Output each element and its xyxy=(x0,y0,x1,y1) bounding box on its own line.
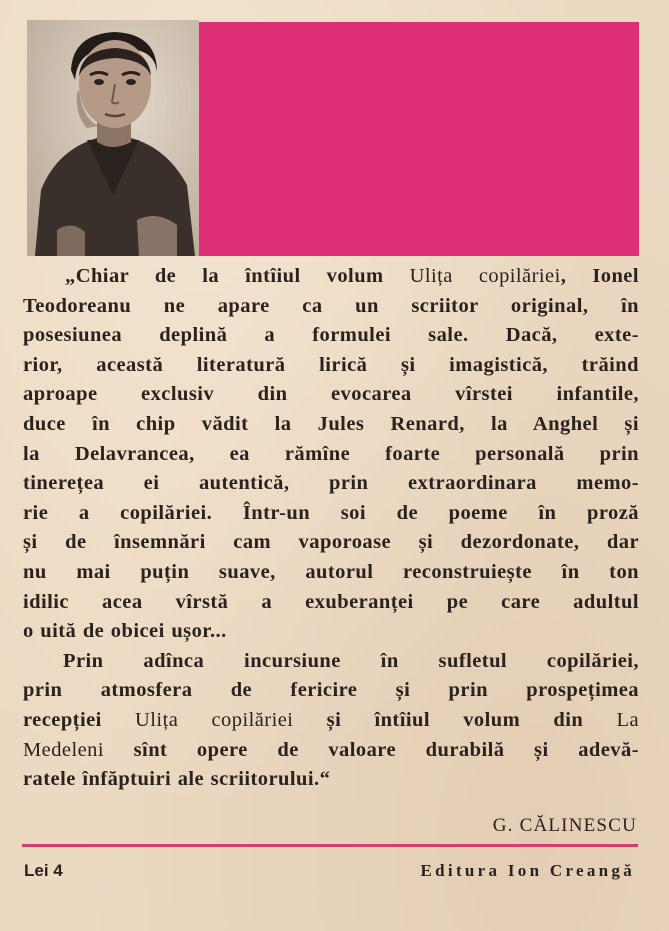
quote-author: G. CĂLINESCU xyxy=(492,815,637,836)
quote-line: posesiunea deplină a formulei sale. Dacă, exte- xyxy=(23,324,639,347)
quote-line: la Delavrancea, ea rămîne foarte personală prin xyxy=(23,442,639,465)
quote-line: rie a copilăriei. Într-un soi de poeme în proză xyxy=(23,501,639,524)
divider-line xyxy=(22,844,638,847)
quote-line: o uită de obicei ușor... xyxy=(23,620,227,643)
quote-line: recepției Ulița copilăriei și întîiul volum din La xyxy=(23,708,639,731)
portrait-photo xyxy=(27,20,199,256)
quote-line: și de însemnări cam vaporoase și dezordonate, dar xyxy=(23,531,639,554)
quote-line: Teodoreanu ne apare ca un scriitor original, în xyxy=(23,294,639,317)
price-label: Lei 4 xyxy=(24,861,63,880)
publisher-name: Editura Ion Creangă xyxy=(420,861,635,880)
quote-line: tinerețea ei autentică, prin extraordinara memo- xyxy=(23,472,639,495)
quote-line: Medeleni sînt opere de valoare durabilă și adevă- xyxy=(23,738,639,761)
accent-color-panel xyxy=(199,22,639,256)
quote-line: Prin adînca incursiune în sufletul copilăriei, xyxy=(63,649,639,672)
quote-line: prin atmosfera de fericire și prin prospețimea xyxy=(23,679,639,702)
quote-line: nu mai puțin suave, autorul reconstruiește în ton xyxy=(23,560,639,583)
quote-line: aproape exclusiv din evocarea vîrstei infantile, xyxy=(23,383,639,406)
author-portrait xyxy=(27,20,199,256)
quote-line: ratele înfăptuiri ale scriitorului.“ xyxy=(23,768,331,791)
quote-line: idilic acea vîrstă a exuberanței pe care adultul xyxy=(23,590,639,613)
quote-line: duce în chip vădit la Jules Renard, la Anghel și xyxy=(23,412,639,435)
quote-line: „Chiar de la întîiul volum Ulița copilăriei, Ionel xyxy=(65,265,639,287)
quote-line: rior, această literatură lirică și imagistică, trăind xyxy=(23,353,639,376)
critic-quote xyxy=(23,262,639,795)
